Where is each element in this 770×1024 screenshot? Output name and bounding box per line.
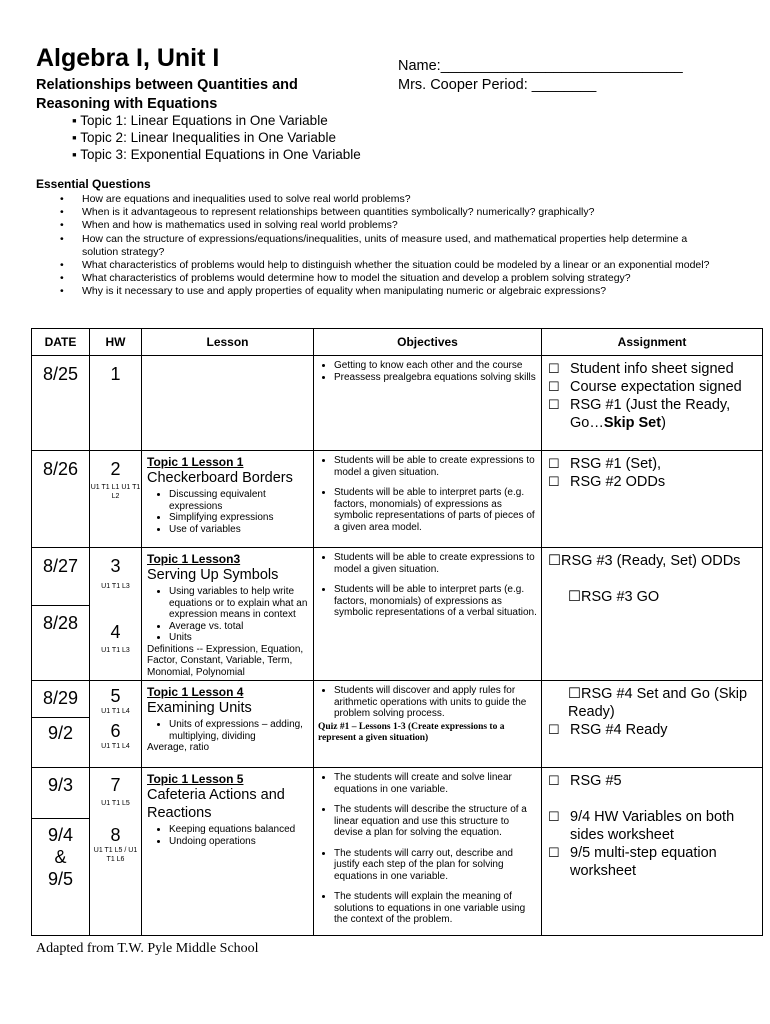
question-item: • What characteristics of problems would help to distinguish whether the situation could be modeled by a linear or an exponential model? (60, 259, 710, 272)
hw-code: U1 T1 L4 (101, 708, 130, 715)
assignment-item: ☐ Student info sheet signed (548, 361, 734, 377)
lesson-title: Topic 1 Lesson 1 (147, 455, 244, 469)
objectives-cell (314, 548, 542, 681)
checkbox-icon: ☐ (548, 809, 560, 824)
bullet-icon: • (60, 232, 64, 245)
objective-item: • The students will carry out, describe and justify each step of the plan for solving equations in one variable. (334, 848, 537, 883)
header-hw: HW (90, 329, 142, 356)
table-row (32, 356, 763, 451)
hw-code: U1 T1 L5 / U1 T1 L6 (93, 847, 138, 863)
topic-item: ▪ Topic 3: Exponential Equations in One Variable (72, 147, 361, 162)
assignment-cell (542, 681, 763, 768)
checkbox-icon: ☐ (548, 361, 560, 376)
lesson-title: Topic 1 Lesson 4 (147, 685, 244, 699)
checkbox-icon: ☐ (568, 686, 581, 702)
lesson-bullet: • Use of variables (169, 524, 309, 536)
table-row (32, 451, 763, 548)
hw-cell: 2 U1 T1 L1 U1 T1 L2 (90, 451, 142, 548)
assignment-item: ☐ RSG #1 (Set), (548, 456, 662, 472)
question-item: • How can the structure of expressions/equations/inequalities, units of measure used, and mathematical properties help determine a solution strategy? (60, 232, 688, 258)
bullet-icon: • (60, 219, 64, 232)
assignment-item: ☐ RSG #2 ODDs (548, 474, 666, 490)
hw-cell: 1 (90, 356, 142, 451)
objectives-cell (314, 768, 542, 936)
lesson-bullet: • Average vs. total (169, 621, 309, 633)
name-field: Name:______________________________ (398, 58, 683, 74)
objective-item: • The students will explain the meaning of solutions to equations in one variable using the context of the problem. (334, 891, 537, 926)
assignment-item: ☐ RSG #5 (548, 773, 622, 789)
assignment-cell (542, 451, 763, 548)
assignment-item: ☐RSG #3 (Ready, Set) ODDs (548, 553, 741, 569)
checkbox-icon: ☐ (548, 845, 560, 860)
date-cell: 8/29 9/2 (32, 681, 90, 768)
checkbox-icon: ☐ (548, 553, 561, 569)
lesson-bullet: • Undoing operations (169, 836, 309, 848)
page-title: Algebra I, Unit I (36, 44, 220, 72)
hw-code: U1 T1 L5 (101, 800, 130, 807)
assignment-item: ☐ RSG #4 Ready (548, 722, 668, 738)
footer-credit: Adapted from T.W. Pyle Middle School (36, 941, 259, 956)
hw-code: U1 T1 L3 (101, 583, 130, 590)
assignment-item: ☐RSG #4 Set and Go (Skip Ready) (568, 686, 748, 720)
assignment-cell (542, 768, 763, 936)
assignment-cell (542, 356, 763, 451)
lesson-bullet: • Units (169, 632, 309, 644)
objectives-cell (314, 451, 542, 548)
lesson-cell (142, 681, 314, 768)
header-date: DATE (32, 329, 90, 356)
bullet-icon: • (60, 259, 64, 272)
hw-code: U1 T1 L4 (101, 743, 130, 750)
lesson-bullet: • Using variables to help write equations or to explain what an expression means in context (169, 586, 309, 621)
checkbox-icon: ☐ (548, 722, 560, 737)
objective-item: • Students will be able to create expressions to model a given situation. (334, 552, 537, 575)
date-cell: 8/26 (32, 451, 90, 548)
essential-questions-heading: Essential Questions (36, 177, 151, 191)
objective-item: • Getting to know each other and the course (334, 360, 537, 372)
table-header-row (32, 329, 763, 356)
lesson-title: Topic 1 Lesson3 (147, 552, 241, 566)
bullet-icon: • (60, 272, 64, 285)
hw-cell: 5 U1 T1 L4 6 U1 T1 L4 (90, 681, 142, 768)
lesson-bullet: • Simplifying expressions (169, 512, 309, 524)
assignment-item: ☐ RSG #1 (Just the Ready, Go…Skip Set) (548, 397, 731, 431)
lesson-cell (142, 768, 314, 936)
objective-item: • Students will be able to interpret parts (e.g. factors, monomials) of expressions as symbolic representations of parts of pieces of a given area model. (334, 487, 537, 533)
objective-item: • Students will be able to create expressions to model a given situation. (334, 455, 537, 478)
checkbox-icon: ☐ (548, 379, 560, 394)
lesson-subtitle: Checkerboard Borders (147, 470, 293, 486)
checkbox-icon: ☐ (548, 773, 560, 788)
topic-item: ▪ Topic 1: Linear Equations in One Variable (72, 113, 328, 128)
table-row (32, 681, 763, 768)
lesson-definitions: Definitions -- Expression, Equation, Factor, Constant, Variable, Term, Monomial, Polynomial (147, 643, 304, 678)
unit-subtitle: Relationships between Quantities and Reasoning with Equations (36, 77, 298, 112)
lesson-extra: Average, ratio (147, 742, 210, 753)
date-cell: 9/3 9/4 & 9/5 (32, 768, 90, 936)
objective-item: • Preassess prealgebra equations solving skills (334, 372, 537, 384)
lesson-subtitle: Cafeteria Actions and Reactions (147, 787, 285, 821)
assignment-cell (542, 548, 763, 681)
assignment-item: ☐RSG #3 GO (568, 589, 660, 605)
lesson-cell (142, 451, 314, 548)
checkbox-icon: ☐ (548, 456, 560, 471)
lesson-cell (142, 356, 314, 451)
hw-cell: 7 U1 T1 L5 8 U1 T1 L5 / U1 T1 L6 (90, 768, 142, 936)
lesson-title: Topic 1 Lesson 5 (147, 772, 244, 786)
checkbox-icon: ☐ (568, 589, 581, 605)
hw-cell: 3 U1 T1 L3 4 U1 T1 L3 (90, 548, 142, 681)
checkbox-icon: ☐ (548, 474, 560, 489)
bullet-icon: • (60, 193, 64, 205)
question-item: • Why is it necessary to use and apply properties of equality when manipulating numeric or algebraic expressions? (60, 285, 607, 298)
header-objectives: Objectives (314, 329, 542, 356)
question-item: • When is it advantageous to represent relationships between quantities symbolically? numerically? graphically? (60, 206, 595, 219)
table-row (32, 548, 763, 681)
hw-code: U1 T1 L3 (101, 647, 130, 654)
lesson-bullet: • Units of expressions – adding, multiplying, dividing (169, 719, 309, 742)
lesson-bullet: • Keeping equations balanced (169, 824, 309, 836)
objective-item: • Students will discover and apply rules for arithmetic operations with units to guide the problem solving process. (334, 685, 537, 720)
essential-questions-list (60, 193, 720, 299)
objectives-cell (314, 356, 542, 451)
objective-item: • Students will be able to interpret parts (e.g. factors, monomials) of expressions as symbolic representations of a verbal situation. (334, 584, 537, 619)
lesson-subtitle: Examining Units (147, 700, 252, 716)
checkbox-icon: ☐ (548, 397, 560, 412)
objective-item: • The students will create and solve linear equations in one variable. (334, 772, 537, 795)
schedule-table (31, 328, 763, 936)
table-row (32, 768, 763, 936)
assignment-item: ☐ Course expectation signed (548, 379, 742, 395)
topic-list (72, 112, 361, 163)
date-cell: 8/25 (32, 356, 90, 451)
topic-item: ▪ Topic 2: Linear Inequalities in One Variable (72, 130, 336, 145)
objective-item: • The students will describe the structure of a linear equation and use this structure to devise a plan for solving the equation. (334, 804, 537, 839)
quiz-note: Quiz #1 – Lessons 1-3 (Create expressions to a represent a given situation) (318, 721, 505, 743)
bullet-icon: • (60, 285, 64, 298)
question-item: • How are equations and inequalities used to solve real world problems? (60, 193, 411, 205)
date-cell: 8/27 8/28 (32, 548, 90, 681)
question-item: • When and how is mathematics used in solving real world problems? (60, 219, 398, 232)
teacher-period-line: Mrs. Cooper Period: ________ (398, 77, 597, 93)
lesson-subtitle: Serving Up Symbols (147, 567, 279, 583)
question-item: • What characteristics of problems would determine how to model the situation and develop a problem solving strategy? (60, 272, 631, 285)
hw-code: U1 T1 L1 U1 T1 L2 (90, 484, 141, 500)
assignment-item: ☐ 9/5 multi-step equation worksheet (548, 845, 717, 879)
assignment-item: ☐ 9/4 HW Variables on both sides worksheet (548, 809, 735, 843)
header-lesson: Lesson (142, 329, 314, 356)
objectives-cell (314, 681, 542, 768)
lesson-bullet: • Discussing equivalent expressions (169, 489, 309, 512)
lesson-cell (142, 548, 314, 681)
header-assignment: Assignment (542, 329, 763, 356)
bullet-icon: • (60, 206, 64, 219)
